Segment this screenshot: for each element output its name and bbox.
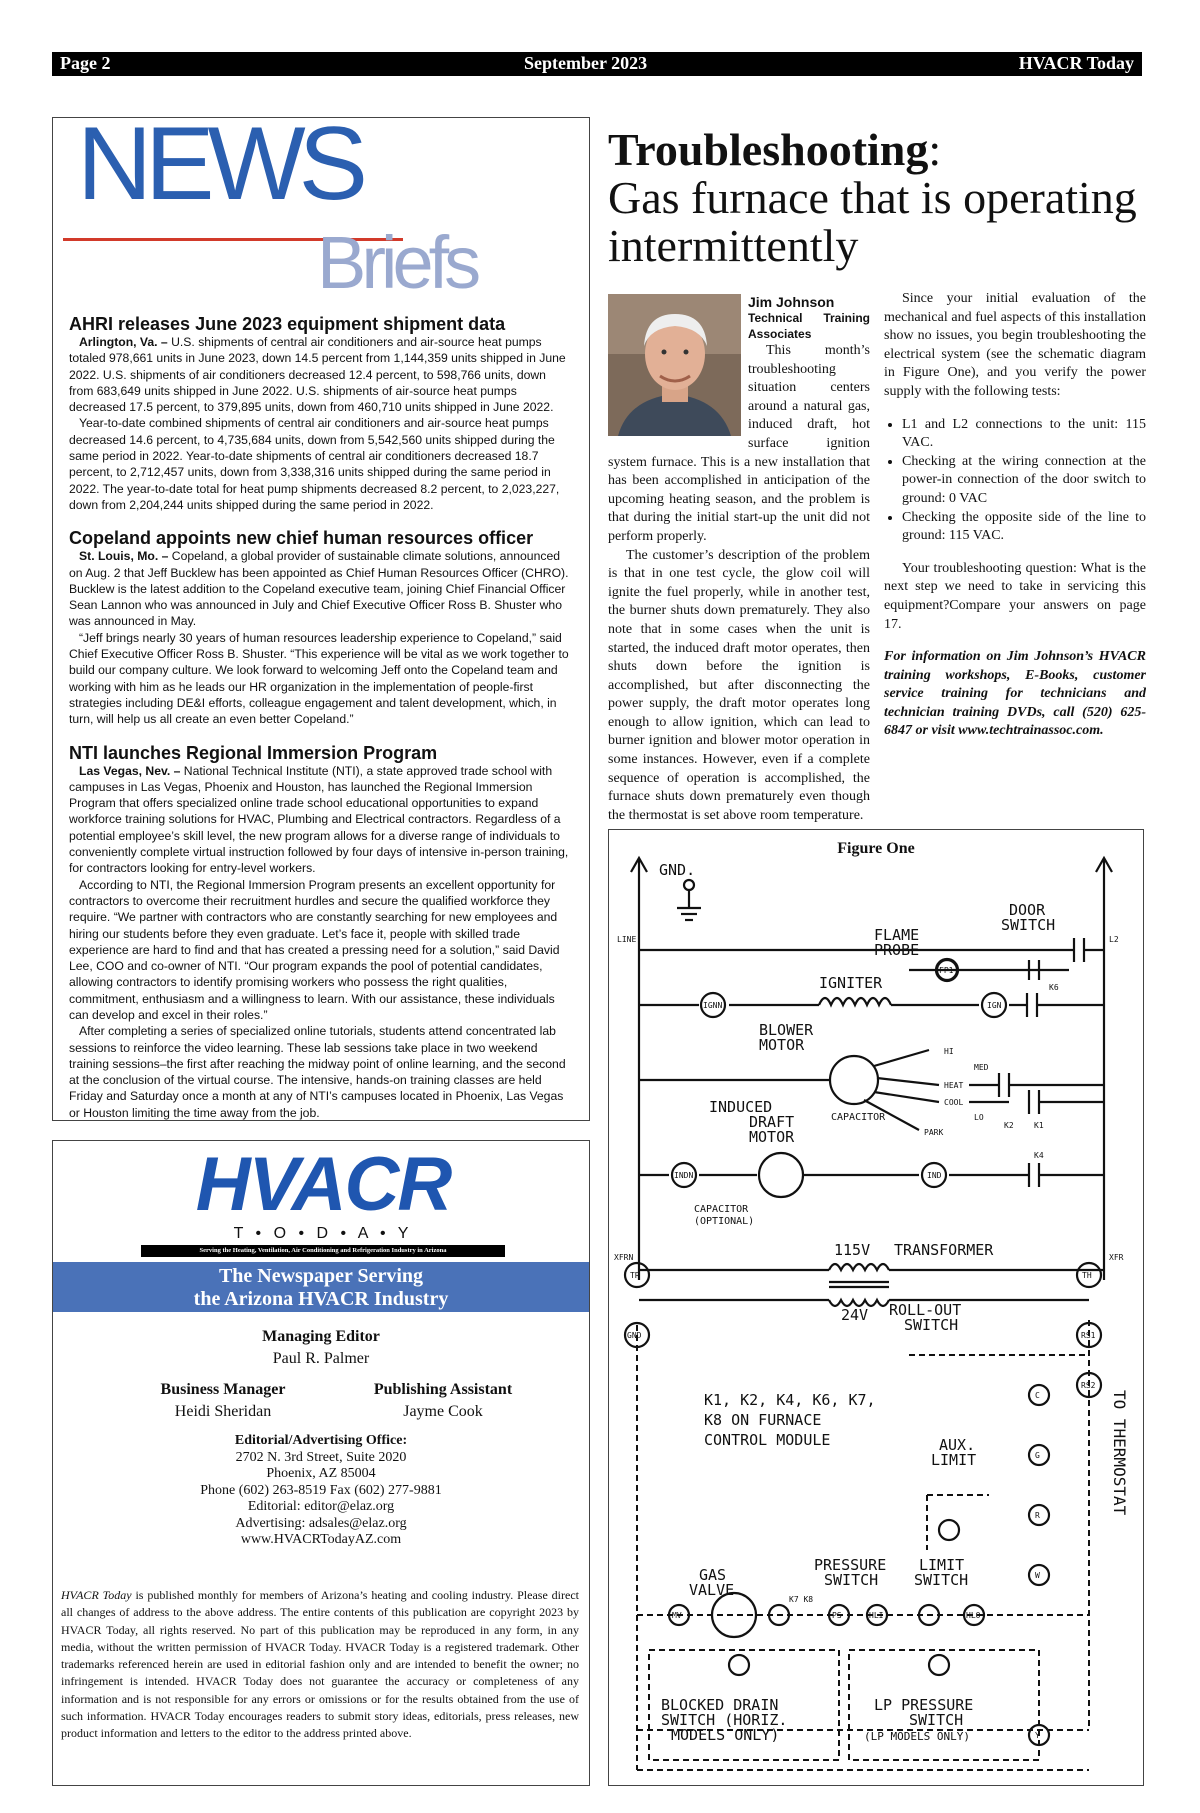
troubleshooting-paragraph-1: This month’s troubleshooting situation centers around a natural gas, induced draft, hot surface ignition system furnace. This is a new installation that has been accomplished in anticipation of the upcoming heating season, and the problem is that during the initial start-up the unit did not perform properly.	[608, 343, 870, 544]
business-manager-title: Business Manager	[160, 1381, 286, 1398]
term-ps: PS	[832, 1611, 842, 1620]
term-tr: TR	[630, 1271, 640, 1280]
article-2-text-1: Copeland, a global provider of sustainable climate solutions, announced on Aug. 2 that Jeff Bucklew has been appointed as Chief Human Resources Officer (CHRO). Bucklew is the latest addition to the Copeland executive team, joining Chief Financial Officer Sean Lannon who was announced in July and Chief Executive Officer Ross B. Shuster who was announced in May.	[69, 549, 569, 629]
schematic-label-switch: SWITCH	[1001, 916, 1056, 934]
schematic-label-optional: (OPTIONAL)	[694, 1216, 755, 1227]
troubleshooting-title-bold: Troubleshooting	[608, 124, 929, 175]
term-c: C	[1035, 1391, 1040, 1400]
test-item: • L1 and L2 connections to the unit: 115 VAC.	[902, 416, 1146, 453]
term-r: R	[1035, 1511, 1040, 1520]
article-1-paragraph	[69, 334, 571, 415]
article-3-location: Las Vegas, Nev. –	[79, 763, 181, 778]
troubleshooting-paragraph-4: Your troubleshooting question: What is the next step we need to take in servicing this equipment?Compare your answers on page 17.	[884, 560, 1146, 632]
term-cool: COOL	[944, 1098, 964, 1107]
schematic-label-lp-3: (LP MODELS ONLY)	[864, 1730, 970, 1743]
troubleshooting-column-2	[884, 290, 1146, 820]
term-gnd: GND	[627, 1331, 642, 1340]
term-rs2: RS2	[1081, 1381, 1096, 1390]
article-3-paragraph: After completing a series of specialized online tutorials, students attend concentrated lab sessions to reinforce the video learning. These lab sessions take place in two weekend training sessions–the first after reaching the midway point of online learning, and the second at the conclusion of the virtual course. The intensive, hands-on training classes are held Friday and Saturday once a month at any of NTI’s campuses located in Phoenix, Las Vegas or Houston limiting the time away from the job.	[69, 1024, 566, 1120]
term-rs1: RS1	[1081, 1331, 1096, 1340]
page-header-bar	[52, 52, 1142, 76]
term-k2: K2	[1004, 1121, 1014, 1130]
term-park: PARK	[924, 1128, 944, 1137]
schematic-label-limit-1: LIMIT	[919, 1556, 965, 1574]
title-colon: :	[928, 124, 942, 175]
term-mv: MV	[672, 1611, 682, 1620]
term-l2: L2	[1109, 935, 1119, 944]
term-ignn: IGNN	[703, 1001, 723, 1010]
article-2-paragraph: “Jeff brings nearly 30 years of human resources leadership experience to Copeland,” said Chief Executive Officer Ross B. Shuster. “This experience will be vital as we work together to build our company culture. We look forward to welcoming Jeff onto the Copeland team and working with him as he leads our HR organization in the implementation of people-first strategies including DE&I efforts, colleague engagement and talent development, which, in turn, will help us all create an even better Copeland.”	[69, 630, 569, 727]
business-manager-block	[123, 1379, 323, 1423]
schematic-label-module-2: K8 ON FURNACE	[704, 1411, 822, 1429]
troubleshooting-column-1	[608, 294, 870, 825]
term-lo: LO	[974, 1113, 984, 1122]
office-advertising-email: Advertising: adsales@elaz.org	[235, 1515, 407, 1531]
info-paragraph: For information on Jim Johnson’s HVACR training workshops, E-Books, customer service training for technicians and technician training DVDs, call (520) 625-6847 or visit www.techtrainassoc.com.	[884, 649, 1146, 739]
managing-editor-name: Paul R. Palmer	[272, 1350, 370, 1367]
term-y: Y	[1035, 1731, 1040, 1740]
test-item: • Checking at the wiring connection at the power-in connection of the door switch to ground: 0 VAC	[902, 453, 1146, 509]
schematic-label-gnd: GND.	[659, 861, 696, 879]
article-3-text-1: National Technical Institute (NTI), a state approved trade school with campuses in Las Vegas, Phoenix and Houston, has launched the Regional Immersion Program that offers specialized online trade school educational opportunities to expand workforce training solutions for HVAC, Plumbing and Electrical contractors. Regardless of a potential employee’s skill level, the new program allows for a diverse range of individuals to conveniently complete virtual instruction followed by four days of intensive in-person training, for contractors looking for entry-level workers.	[69, 763, 569, 876]
term-xfrn: XFRN	[614, 1253, 634, 1262]
term-th: TH	[1082, 1271, 1092, 1280]
office-phone: Phone (602) 263-8519 Fax (602) 277-9881	[200, 1482, 442, 1498]
office-website: www.HVACRTodayAZ.com	[240, 1532, 402, 1547]
business-manager-name: Heidi Sheridan	[174, 1403, 272, 1420]
page-number: Page 2	[60, 53, 111, 73]
schematic-label-probe: PROBE	[874, 941, 920, 959]
figure-one	[608, 829, 1144, 1786]
schematic-label-draft-motor: MOTOR	[749, 1128, 795, 1146]
term-xfr: XFR	[1109, 1253, 1124, 1262]
schematic-label-lp-1: LP PRESSURE	[874, 1696, 974, 1714]
troubleshooting-paragraph-2: The customer’s description of the problem is that in one test cycle, the glow coil will ignite the fuel properly, while in another test, the burner shuts down prematurely. They also note that in some cases when the unit is started, the induced draft motor operates, then shuts down before the ignition is accomplished, but after disconnecting the power supply, the draft motor operates long enough to allow ignition, which can lead to burner ignition and blower motor operation in some instances. However, even if a complete sequence of operation is accomplished, the furnace shuts down prematurely even though the thermostat is set above room temperature.	[608, 547, 870, 823]
schematic-label-draft: DRAFT	[749, 1113, 795, 1131]
schematic-label-aux: AUX.	[939, 1436, 976, 1454]
term-fp1: FP1	[939, 966, 954, 975]
article-1-paragraph: Year-to-date combined shipments of central air conditioners and air-source heat pumps decreased 14.6 percent, to 4,735,684 units, down from 5,542,560 units shipped during the same period in 2022. Year-to-date shipments of central air conditioners decreased 18.7 percent, to 2,712,457 units, down from 3,338,316 units shipped during the same period in 2022. The year-to-date total for heat pump shipments decreased 8.2 percent, to 2,023,227, down from 2,204,244 units shipped during the same period in 2022.	[69, 416, 560, 512]
news-logo-text: NEWS	[77, 106, 361, 222]
schematic-label-blocked-2: SWITCH (HORIZ.	[661, 1711, 788, 1729]
author-name: Jim Johnson	[748, 294, 835, 310]
schematic-label-module-1: K1, K2, K4, K6, K7,	[704, 1391, 876, 1409]
schematic-label-lp-2: SWITCH	[909, 1711, 964, 1729]
term-ign: IGN	[987, 1001, 1002, 1010]
schematic-label-induced: INDUCED	[709, 1098, 773, 1116]
term-k1: K1	[1034, 1121, 1044, 1130]
power-supply-tests	[884, 416, 1146, 546]
briefs-logo-text: Briefs	[317, 221, 477, 304]
publishing-assistant-name: Jayme Cook	[403, 1403, 483, 1420]
publishing-assistant-title: Publishing Assistant	[373, 1381, 513, 1398]
test-item: • Checking the opposite side of the line to ground: 115 VAC.	[902, 509, 1146, 546]
schematic-label-to-thermostat: TO THERMOSTAT	[1110, 1390, 1129, 1516]
masthead-banner	[53, 1262, 589, 1312]
office-block	[53, 1433, 589, 1549]
publication-name: HVACR Today	[1018, 53, 1134, 73]
schematic-label-blocked-3: MODELS ONLY)	[671, 1726, 780, 1744]
schematic-label-pressure-switch: SWITCH	[824, 1571, 879, 1589]
article-2-paragraph	[69, 548, 571, 629]
schematic-label-rollout-switch: SWITCH	[904, 1316, 959, 1334]
managing-editor-title: Managing Editor	[262, 1328, 380, 1345]
schematic-label-pressure: PRESSURE	[814, 1556, 887, 1574]
term-k7k8: K7 K8	[789, 1595, 814, 1604]
office-editorial-email: Editorial: editor@elaz.org	[247, 1499, 395, 1514]
banner-line-2: the Arizona HVACR Industry	[193, 1288, 449, 1310]
masthead-tagline: Serving the Heating, Ventilation, Air Conditioning and Refrigeration Industry in Arizona	[141, 1245, 505, 1257]
schematic-label-door: DOOR	[1009, 901, 1046, 919]
schematic-label-24v: 24V	[841, 1306, 869, 1324]
office-title: Editorial/Advertising Office:	[234, 1433, 408, 1448]
disclaimer-text: is published monthly for members of Arizona’s heating and cooling industry. Please direct all changes of address to the above address. The entire contents of this publication are copyright 2023 by HVACR Today, all rights reserved. No part of this publication may be reproduced in any form, in any media, without the written permission of HVACR Today. HVACR Today is a registered trademark. Other trademarks referenced herein are used in editorial fashion only and are intended to benefit the owner; no infringement is intended. HVACR Today does not guarantee the accuracy or completeness of any information and is not responsible for any errors or omissions or for the results obtained from the use of such information. HVACR Today encourages readers to submit story ideas, editorials, press releases, new product information and letters to the editor to the address printed above.	[61, 1588, 579, 1741]
article-1-headline: AHRI releases June 2023 equipment shipment data	[69, 314, 506, 334]
news-briefs-box	[52, 106, 590, 1121]
schematic-label-module-3: CONTROL MODULE	[704, 1431, 831, 1449]
hvacr-logo-today: T • O • D • A • Y	[233, 1225, 413, 1242]
schematic-label-gas: GAS	[699, 1566, 727, 1584]
term-k6: K6	[1049, 983, 1059, 992]
wiring-schematic	[609, 830, 1143, 1785]
publishing-assistant-block	[333, 1379, 553, 1423]
article-3-paragraph	[69, 763, 571, 877]
term-k4: K4	[1034, 1151, 1044, 1160]
article-3-headline: NTI launches Regional Immersion Program	[69, 742, 438, 763]
troubleshooting-subtitle: Gas furnace that is operating intermittently	[608, 172, 1137, 271]
schematic-label-transformer: TRANSFORMER	[894, 1241, 994, 1259]
article-2-location: St. Louis, Mo. –	[79, 549, 169, 564]
disclaimer-name: HVACR Today	[61, 1588, 132, 1602]
term-heat: HEAT	[944, 1081, 964, 1090]
article-3-paragraph: According to NTI, the Regional Immersion Program presents an excellent opportunity for contractors to overcome their recruitment hurdles and secure the qualified workforce they require. “We partner with contractors who are constantly searching for new employees and hiring our students before they even graduate. Let’s face it, people with skilled trade experience are hard to find and that has created a pressing need for a solution,” said David Lee, COO and co-owner of NTI. “Our program expands the pool of potential candidates, allowing contractors to identify promising workers who possess the right qualities, commitment, enthusiasm and a willingness to learn. With our assistance, these individuals can develop and excel in their roles.”	[69, 877, 560, 1022]
article-1-location: Arlington, Va. –	[79, 335, 168, 349]
author-organization: Technical Training Associates	[748, 311, 870, 341]
term-indn: INDN	[674, 1171, 694, 1180]
office-address-1: 2702 N. 3rd Street, Suite 2020	[235, 1449, 407, 1465]
masthead-box	[52, 1140, 590, 1786]
term-hlo: HLO	[966, 1611, 981, 1620]
schematic-label-limit: LIMIT	[931, 1451, 977, 1469]
schematic-label-115v: 115V	[834, 1241, 871, 1259]
schematic-label-blocked-1: BLOCKED DRAIN	[661, 1696, 779, 1714]
term-g: G	[1035, 1451, 1040, 1460]
troubleshooting-title	[608, 126, 1148, 270]
term-med: MED	[974, 1063, 989, 1072]
figure-caption: Figure One	[837, 840, 915, 857]
office-address-2: Phoenix, AZ 85004	[266, 1466, 376, 1481]
term-line: LINE	[617, 935, 637, 944]
news-briefs-body	[69, 314, 571, 1121]
schematic-label-blower: BLOWER	[759, 1021, 814, 1039]
troubleshooting-paragraph-3: Since your initial evaluation of the mechanical and fuel aspects of this installation show no issues, you begin troubleshooting the electrical system (see the schematic diagram in Figure One), and you verify the power supply with the following tests:	[884, 291, 1146, 399]
schematic-label-igniter: IGNITER	[819, 974, 883, 992]
schematic-label-limit-switch: SWITCH	[914, 1571, 969, 1589]
term-ind: IND	[927, 1171, 942, 1180]
term-w: W	[1035, 1571, 1040, 1580]
article-2-headline: Copeland appoints new chief human resources officer	[69, 528, 534, 549]
schematic-label-valve: VALVE	[689, 1581, 735, 1599]
schematic-label-blower-motor: MOTOR	[759, 1036, 805, 1054]
issue-date: September 2023	[524, 53, 648, 73]
masthead-staff	[53, 1326, 589, 1370]
hvacr-logo: HVACR	[195, 1142, 451, 1227]
masthead-disclaimer	[61, 1587, 579, 1743]
article-1-text-1: U.S. shipments of central air conditioners and air-source heat pumps totaled 978,661 units in June 2023, down 14.5 percent from 1,144,359 units shipped in June 2022. U.S. shipments of air conditioners decreased 12.4 percent, to 598,766 units, down from 683,649 units shipped in June 2022. U.S. shipments of air-source heat pumps decreased 17.5 percent, to 379,895 units, down from 460,710 units shipped in June 2022.	[69, 335, 566, 415]
schematic-label-flame: FLAME	[874, 926, 920, 944]
schematic-label-capacitor: CAPACITOR	[831, 1112, 886, 1123]
term-hi: HI	[944, 1047, 954, 1056]
term-hli: HLI	[869, 1611, 884, 1620]
schematic-label-rollout: ROLL-OUT	[889, 1301, 962, 1319]
banner-line-1: The Newspaper Serving	[218, 1265, 424, 1287]
schematic-label-cap-optional: CAPACITOR	[694, 1204, 749, 1215]
